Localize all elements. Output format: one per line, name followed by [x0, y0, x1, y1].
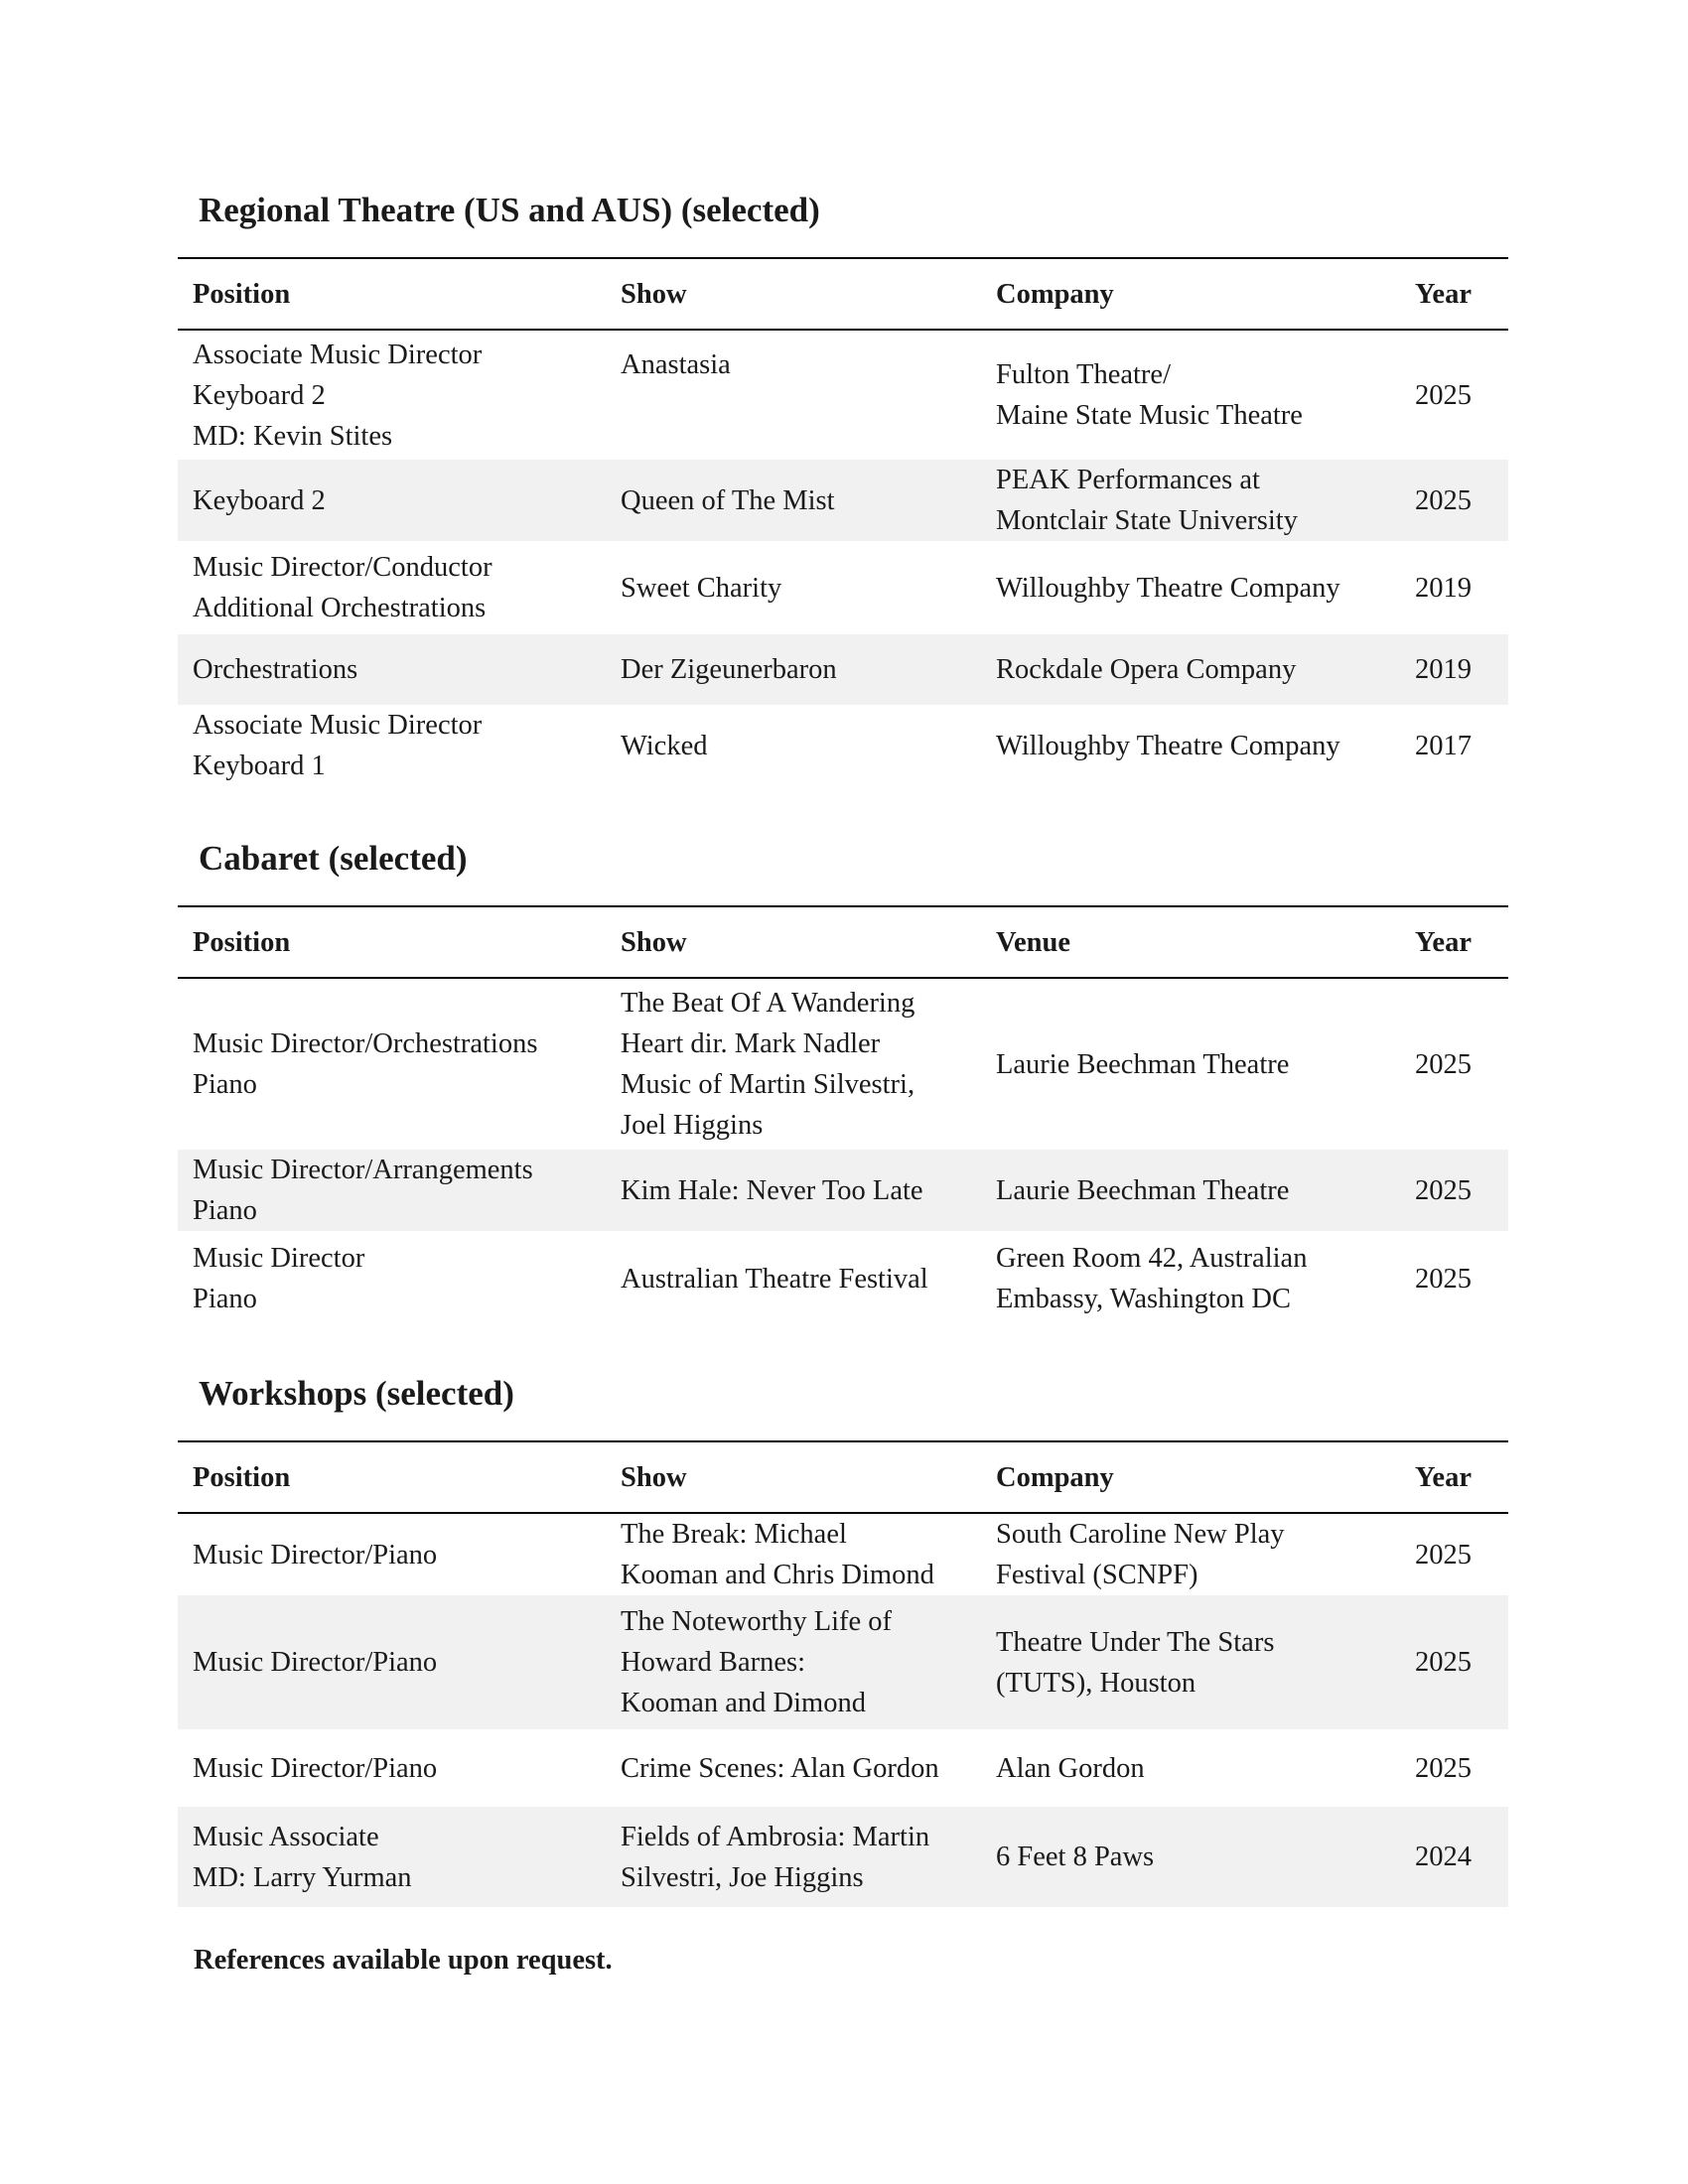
cell-line: Music Director/Conductor	[193, 552, 492, 583]
cell-line: Kooman and Chris Dimond	[621, 1560, 934, 1590]
cell-line: (TUTS), Houston	[996, 1667, 1196, 1699]
table-header-row	[178, 906, 1508, 978]
cell-line: Howard Barnes:	[621, 1647, 805, 1678]
table-header-row	[178, 1441, 1508, 1513]
table-workshops	[178, 1440, 1508, 1907]
section-title-workshops: Workshops (selected)	[199, 1374, 514, 1413]
cell-position	[178, 1513, 606, 1595]
cell-line: The Beat Of A Wandering	[621, 988, 915, 1019]
cell-line: Alan Gordon	[996, 1752, 1145, 1784]
cell-line: Kooman and Dimond	[621, 1688, 866, 1718]
section-title-regional: Regional Theatre (US and AUS) (selected)	[199, 191, 820, 229]
cell-line: Green Room 42, Australian	[996, 1243, 1308, 1274]
cell-position	[178, 1595, 606, 1729]
cell-position	[178, 541, 606, 634]
cell-line: PEAK Performances at	[996, 465, 1260, 495]
cell-position	[178, 330, 606, 460]
cell-company	[981, 1595, 1400, 1729]
cell-line: MD: Kevin Stites	[193, 420, 393, 452]
cell-line: Anastasia	[621, 349, 731, 380]
cell-line: Music Director/Piano	[193, 1752, 438, 1784]
cell-position	[178, 1231, 606, 1326]
cell-year: 2025	[1415, 1263, 1472, 1295]
table-row	[178, 705, 1508, 786]
cell-line: Willoughby Theatre Company	[996, 572, 1340, 604]
cell-line: South Caroline New Play	[996, 1519, 1285, 1550]
cell-company	[981, 1513, 1400, 1595]
col-header-position: Position	[178, 1441, 606, 1513]
cell-company	[981, 705, 1400, 786]
cell-line: Music Director/Orchestrations	[193, 1028, 538, 1059]
cell-year: 2024	[1415, 1842, 1472, 1872]
table-row	[178, 1807, 1508, 1907]
cell-show	[606, 1729, 981, 1807]
table-row	[178, 1513, 1508, 1595]
col-header-show: Show	[606, 258, 981, 330]
cell-line: Crime Scenes: Alan Gordon	[621, 1752, 939, 1784]
cell-line: Associate Music Director	[193, 710, 483, 741]
cell-line: Laurie Beechman Theatre	[996, 1174, 1290, 1206]
cell-show	[606, 1807, 981, 1907]
cell-company	[981, 330, 1400, 460]
cell-show	[606, 705, 981, 786]
cell-line: Rockdale Opera Company	[996, 654, 1297, 685]
col-header-position: Position	[178, 906, 606, 978]
cell-line: Music Director/Arrangements	[193, 1155, 533, 1185]
cell-line: Wicked	[621, 730, 708, 761]
cell-show	[606, 1231, 981, 1326]
cell-line: The Break: Michael	[621, 1519, 847, 1550]
cell-company	[981, 634, 1400, 705]
cell-company	[981, 460, 1400, 541]
cell-line: Piano	[193, 1069, 257, 1100]
cell-venue	[981, 1150, 1400, 1231]
cell-line: Associate Music Director	[193, 339, 483, 370]
references-note: References available upon request.	[194, 1945, 613, 1976]
cell-company	[981, 1729, 1400, 1807]
table-row	[178, 1231, 1508, 1326]
cell-year: 2019	[1415, 654, 1472, 685]
cell-line: Orchestrations	[193, 654, 358, 685]
cell-show	[606, 460, 981, 541]
table-row	[178, 634, 1508, 705]
section-title-cabaret: Cabaret (selected)	[199, 839, 468, 878]
col-header-company: Company	[981, 1441, 1400, 1513]
cell-line: Music Director	[193, 1243, 365, 1274]
cell-year: 2025	[1415, 1647, 1472, 1678]
cell-line: Queen of The Mist	[621, 484, 835, 516]
cell-show	[606, 1513, 981, 1595]
table-row	[178, 460, 1508, 541]
cell-year: 2025	[1415, 484, 1472, 516]
cell-line: Festival (SCNPF)	[996, 1560, 1198, 1590]
cell-line: Embassy, Washington DC	[996, 1284, 1291, 1314]
cell-show	[606, 634, 981, 705]
cell-position	[178, 460, 606, 541]
col-header-company: Company	[981, 258, 1400, 330]
cell-year: 2025	[1415, 379, 1472, 411]
cell-show	[606, 330, 981, 460]
cell-line: Keyboard 2	[193, 379, 326, 411]
cell-line: Joel Higgins	[621, 1110, 764, 1141]
col-header-year: Year	[1400, 906, 1508, 978]
cell-show	[606, 1595, 981, 1729]
cell-line: The Noteworthy Life of	[621, 1606, 893, 1637]
table-row	[178, 1595, 1508, 1729]
cell-line: Silvestri, Joe Higgins	[621, 1861, 864, 1893]
cell-line: Music Director/Piano	[193, 1539, 438, 1570]
cell-line: Heart dir. Mark Nadler	[621, 1028, 881, 1059]
cell-position	[178, 705, 606, 786]
cell-position	[178, 634, 606, 705]
cell-line: Kim Hale: Never Too Late	[621, 1174, 923, 1206]
cell-year: 2025	[1415, 1539, 1472, 1570]
cell-line: MD: Larry Yurman	[193, 1861, 412, 1893]
cell-show	[606, 1150, 981, 1231]
cell-line: Music Director/Piano	[193, 1647, 438, 1678]
cell-line: Piano	[193, 1195, 257, 1226]
cell-line: Music of Martin Silvestri,	[621, 1069, 915, 1100]
table-row	[178, 541, 1508, 634]
cell-line: Montclair State University	[996, 505, 1298, 536]
cell-position	[178, 1150, 606, 1231]
table-row	[178, 1150, 1508, 1231]
cell-line: Maine State Music Theatre	[996, 400, 1303, 431]
col-header-show: Show	[606, 906, 981, 978]
cell-line: Laurie Beechman Theatre	[996, 1048, 1290, 1080]
cell-line: Fulton Theatre/	[996, 359, 1171, 390]
cell-line: Sweet Charity	[621, 572, 782, 604]
cell-line: Keyboard 1	[193, 751, 326, 781]
table-header-row	[178, 258, 1508, 330]
cell-line: Der Zigeunerbaron	[621, 654, 837, 685]
col-header-venue: Venue	[981, 906, 1400, 978]
cell-position	[178, 978, 606, 1150]
cell-year: 2019	[1415, 572, 1472, 604]
table-cabaret	[178, 905, 1508, 1326]
cell-line: Piano	[193, 1284, 257, 1314]
col-header-position: Position	[178, 258, 606, 330]
cell-line: 6 Feet 8 Paws	[996, 1842, 1155, 1872]
table-regional	[178, 257, 1508, 786]
cell-show	[606, 978, 981, 1150]
col-header-year: Year	[1400, 258, 1508, 330]
cell-show	[606, 541, 981, 634]
table-row	[178, 978, 1508, 1150]
cell-venue	[981, 978, 1400, 1150]
cell-line: Australian Theatre Festival	[621, 1263, 928, 1295]
cell-year: 2017	[1415, 730, 1472, 761]
cell-year: 2025	[1415, 1174, 1472, 1206]
cell-line: Willoughby Theatre Company	[996, 730, 1340, 761]
col-header-show: Show	[606, 1441, 981, 1513]
cell-line: Keyboard 2	[193, 484, 326, 516]
col-header-year: Year	[1400, 1441, 1508, 1513]
cell-line: Theatre Under The Stars	[996, 1626, 1275, 1658]
cell-company	[981, 541, 1400, 634]
cell-year: 2025	[1415, 1752, 1472, 1784]
cell-position	[178, 1729, 606, 1807]
cell-line: Additional Orchestrations	[193, 593, 487, 623]
cell-position	[178, 1807, 606, 1907]
table-row	[178, 330, 1508, 460]
cell-line: Music Associate	[193, 1821, 379, 1852]
table-row	[178, 1729, 1508, 1807]
cell-company	[981, 1807, 1400, 1907]
cell-line: Fields of Ambrosia: Martin	[621, 1821, 930, 1852]
cell-year: 2025	[1415, 1048, 1472, 1080]
cell-venue	[981, 1231, 1400, 1326]
